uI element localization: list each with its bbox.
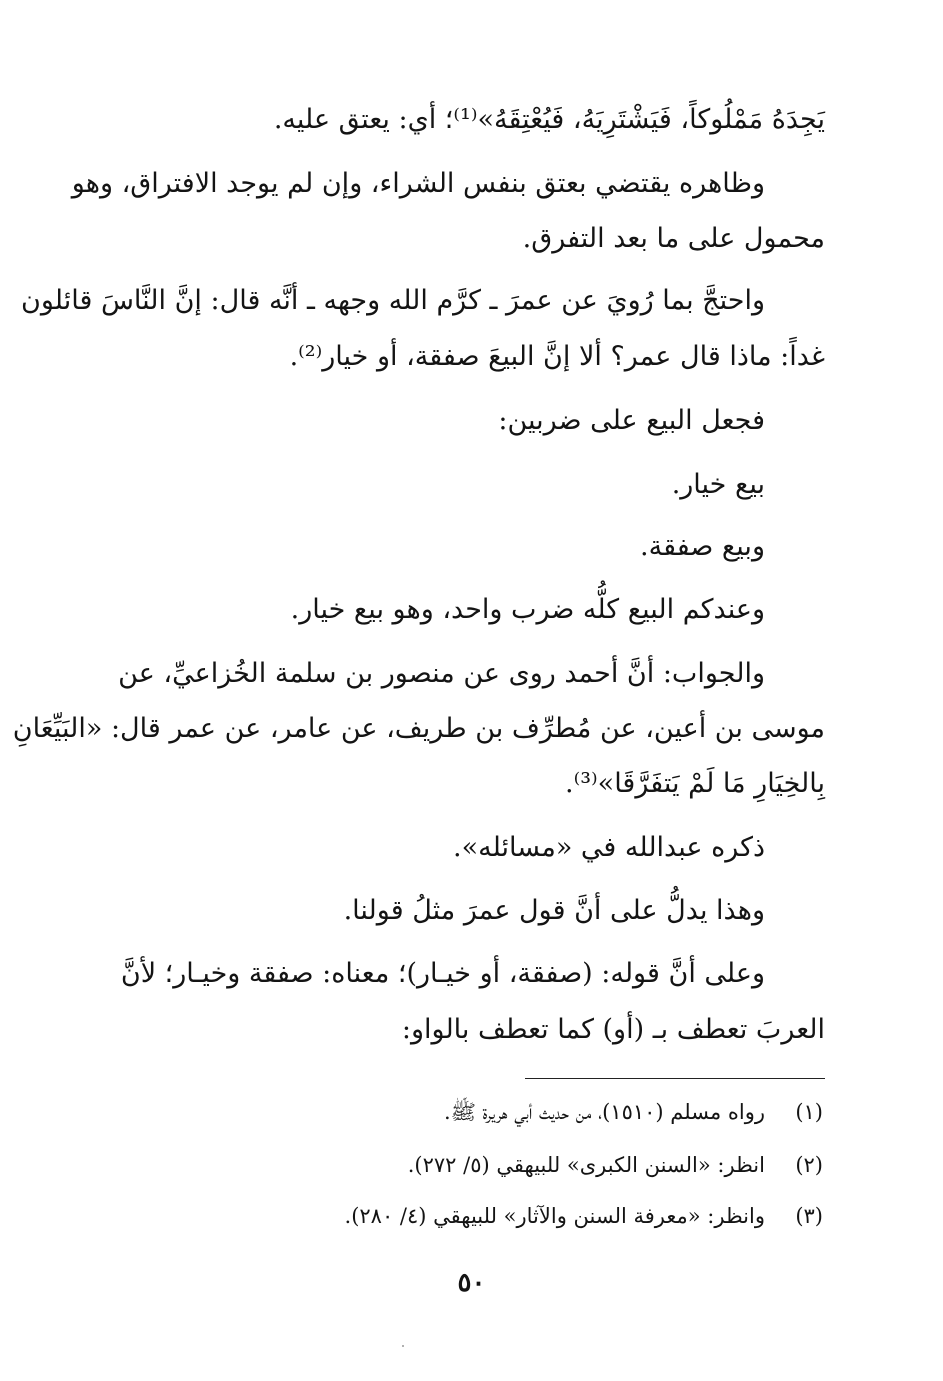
- scan-speck: [402, 1345, 404, 1347]
- footnote-text: رواه مسلم (١٥١٠)، من حديث أبي هريرة ﷺ.: [443, 1100, 765, 1124]
- footnote-3: [223, 1201, 823, 1231]
- text-line-16: العربَ تعطف بـ (أو) كما تعطف بالواو:: [401, 1014, 825, 1045]
- text-line-7: بيع خيار.: [671, 469, 765, 500]
- footnote-number: (٣): [795, 1204, 823, 1228]
- text-line-10: والجواب: أنَّ أحمد روى عن منصور بن سلمة الخُزاعيِّ، عن: [118, 658, 765, 689]
- footnote-number: (١): [795, 1100, 823, 1124]
- footnote-2: [223, 1150, 823, 1180]
- text-line-4: واحتجَّ بما رُويَ عن عمرَ ـ كرَّم الله وجهه ـ أنَّه قال: إنَّ النَّاسَ قائلون: [21, 285, 765, 316]
- text-line-2: وظاهره يقتضي بعتق بنفس الشراء، وإن لم يوجد الافتراق، وهو: [71, 168, 765, 199]
- text-line-13: ذكره عبدالله في «مسائله».: [453, 832, 765, 863]
- footnote-text: انظر: «السنن الكبرى» للبيهقي (٥/ ٢٧٢).: [407, 1153, 765, 1177]
- text-line-5: غداً: ماذا قال عمر؟ ألا إنَّ البيعَ صفقة، أو خيار⁽²⁾.: [289, 341, 825, 372]
- page-number: ٥٠: [457, 1268, 486, 1298]
- text-line-6: فجعل البيع على ضربين:: [498, 405, 765, 436]
- text-line-12: بِالخِيَارِ مَا لَمْ يَتفَرَّقَا»⁽³⁾.: [565, 768, 825, 799]
- footnote-separator: [525, 1078, 825, 1079]
- footnote-number: (٢): [795, 1153, 823, 1177]
- text-line-9: وعندكم البيع كلُّه ضرب واحد، وهو بيع خيار.: [290, 594, 765, 625]
- text-line-1: يَجِدَهُ مَمْلُوكاً، فَيَشْتَرِيَهُ، فَيُعْتِقَهُ»⁽¹⁾؛ أي: يعتق عليه.: [273, 104, 825, 135]
- text-line-8: وبيع صفقة.: [640, 531, 765, 562]
- text-line-11: موسى بن أعين، عن مُطرِّف بن طريف، عن عامر، عن عمر قال: «البَيِّعَانِ: [12, 713, 825, 744]
- text-line-3: محمول على ما بعد التفرق.: [522, 223, 825, 254]
- footnote-1: [223, 1097, 823, 1127]
- text-line-15: وعلى أنَّ قوله: (صفقة، أو خيـار)؛ معناه: صفقة وخيـار؛ لأنَّ: [120, 958, 765, 989]
- footnote-text: وانظر: «معرفة السنن والآثار» للبيهقي (٤/ ٢٨٠).: [344, 1204, 765, 1228]
- text-line-14: وهذا يدلُّ على أنَّ قول عمرَ مثلُ قولنا.: [343, 895, 765, 926]
